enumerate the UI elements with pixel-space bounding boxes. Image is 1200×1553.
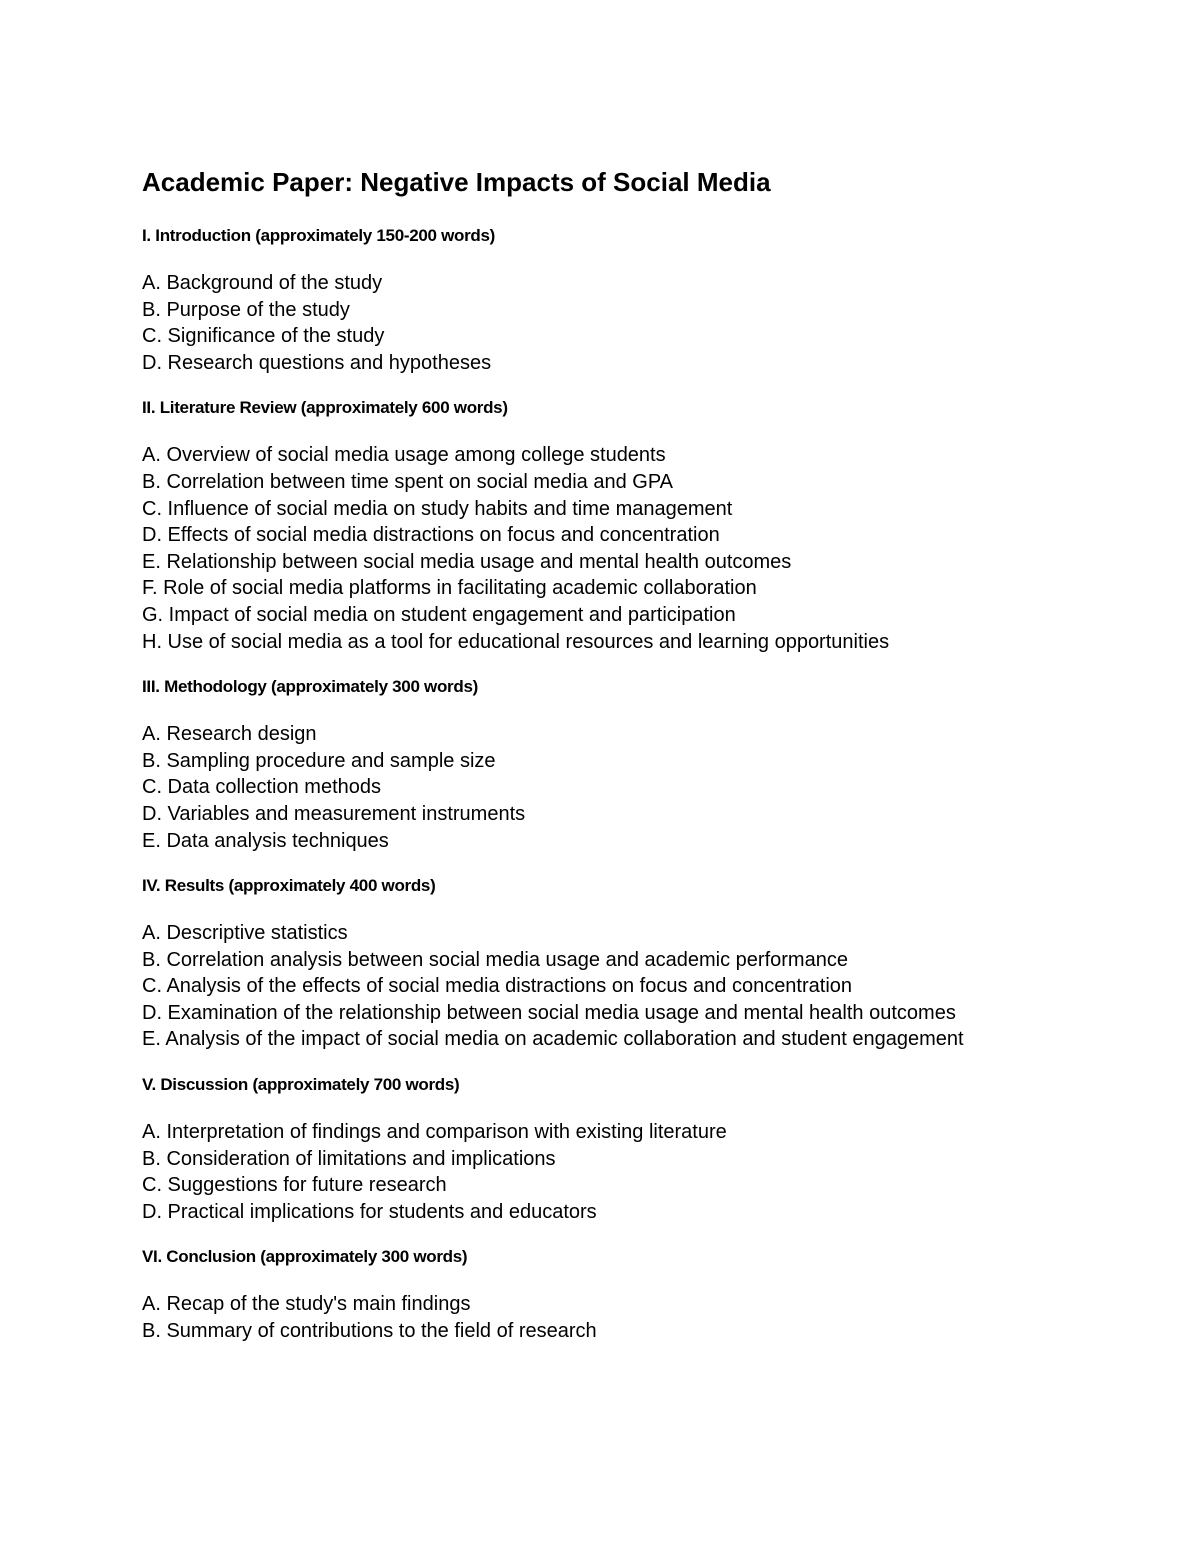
section-discussion <box>142 1071 1142 1225</box>
list-item: B. Consideration of limitations and implications <box>142 1147 556 1170</box>
list-item: G. Impact of social media on student engagement and participation <box>142 603 736 626</box>
list-item: C. Analysis of the effects of social media distractions on focus and concentration <box>142 975 853 998</box>
section-heading: III. Methodology (approximately 300 words) <box>142 677 478 697</box>
list-item: A. Descriptive statistics <box>142 922 348 945</box>
section-heading: VI. Conclusion (approximately 300 words) <box>142 1247 468 1267</box>
document-title: Academic Paper: Negative Impacts of Social Media <box>142 167 771 197</box>
section-list <box>142 270 1142 376</box>
list-item: C. Significance of the study <box>142 325 385 348</box>
list-item: D. Examination of the relationship between social media usage and mental health outcomes <box>142 1001 956 1024</box>
list-item: F. Role of social media platforms in facilitating academic collaboration <box>142 577 757 600</box>
list-item: E. Analysis of the impact of social media on academic collaboration and student engagement <box>142 1028 964 1051</box>
section-heading: II. Literature Review (approximately 600 words) <box>142 398 508 418</box>
list-item: A. Interpretation of findings and comparison with existing literature <box>142 1121 727 1144</box>
list-item: E. Data analysis techniques <box>142 829 389 852</box>
list-item: B. Correlation analysis between social media usage and academic performance <box>142 948 848 971</box>
list-item: C. Data collection methods <box>142 776 382 799</box>
section-introduction <box>142 222 1142 376</box>
list-item: B. Sampling procedure and sample size <box>142 749 496 772</box>
section-results <box>142 872 1142 1053</box>
list-item: D. Practical implications for students and educators <box>142 1200 597 1223</box>
section-list <box>142 442 1142 655</box>
list-item: D. Variables and measurement instruments <box>142 802 526 825</box>
section-list <box>142 1119 1142 1225</box>
list-item: D. Effects of social media distractions on focus and concentration <box>142 524 720 547</box>
list-item: B. Correlation between time spent on social media and GPA <box>142 470 674 493</box>
section-literature-review <box>142 394 1142 655</box>
section-list <box>142 721 1142 854</box>
document-page <box>142 160 1142 1345</box>
list-item: E. Relationship between social media usage and mental health outcomes <box>142 550 792 573</box>
list-item: A. Overview of social media usage among college students <box>142 444 666 467</box>
list-item: B. Summary of contributions to the field of research <box>142 1320 597 1343</box>
section-heading: I. Introduction (approximately 150-200 words) <box>142 226 496 245</box>
list-item: H. Use of social media as a tool for educational resources and learning opportunities <box>142 630 890 653</box>
list-item: A. Recap of the study's main findings <box>142 1293 471 1316</box>
section-list <box>142 920 1142 1053</box>
list-item: B. Purpose of the study <box>142 298 350 321</box>
list-item: A. Background of the study <box>142 272 383 294</box>
section-heading: IV. Results (approximately 400 words) <box>142 876 436 896</box>
list-item: C. Influence of social media on study habits and time management <box>142 497 733 520</box>
section-heading: V. Discussion (approximately 700 words) <box>142 1075 460 1095</box>
section-conclusion <box>142 1243 1142 1344</box>
list-item: D. Research questions and hypotheses <box>142 351 492 374</box>
section-methodology <box>142 673 1142 854</box>
list-item: C. Suggestions for future research <box>142 1174 447 1197</box>
list-item: A. Research design <box>142 723 317 746</box>
section-list <box>142 1291 1142 1344</box>
